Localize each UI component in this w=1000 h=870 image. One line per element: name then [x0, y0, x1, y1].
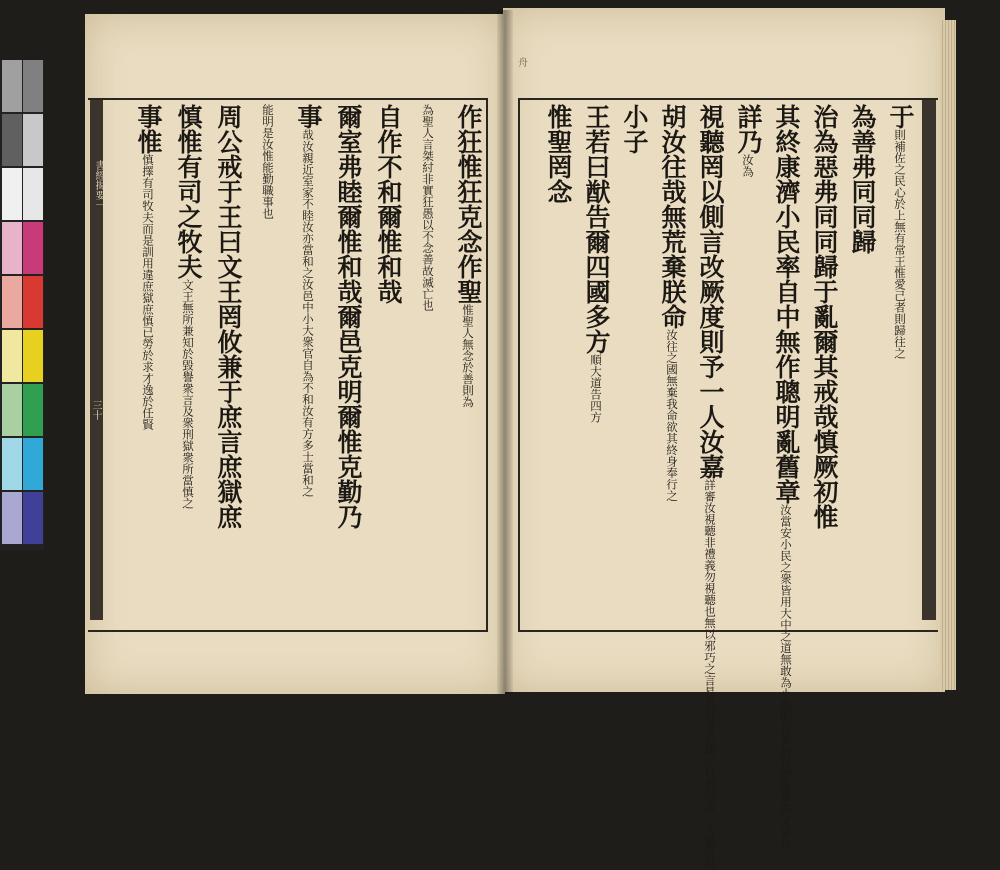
main-text: 詳乃 [734, 104, 763, 154]
calibration-swatch [23, 114, 43, 166]
main-text: 王若曰猷告爾四國多方 [582, 104, 611, 354]
text-column [208, 104, 248, 529]
calibration-swatch [23, 222, 43, 274]
left-frame-top [88, 98, 488, 100]
main-text: 爾室弗睦爾惟和哉爾邑克明爾惟克勤乃 [334, 104, 363, 529]
text-column [448, 104, 488, 408]
color-calibration-strip [0, 60, 44, 550]
page-edges [940, 20, 956, 690]
commentary-text: 慎擇有司牧夫而是訓用違庶獄庶慎已勞於求才逸於任賢 [141, 154, 156, 430]
main-text: 胡汝往哉無荒棄朕命 [658, 104, 687, 329]
commentary-text: 惟聖人無念於善則為 [461, 304, 476, 408]
text-column [328, 104, 368, 529]
banxin-strip-right [922, 100, 936, 620]
text-column [728, 104, 768, 177]
main-text: 事 [294, 104, 323, 129]
text-column [880, 104, 920, 359]
calibration-swatch [2, 276, 22, 328]
text-column [614, 104, 654, 154]
text-column [538, 104, 578, 204]
commentary-text: 則補佐之民心於上無有常王惟愛己者則歸往之 [893, 129, 908, 359]
calibration-swatch [23, 330, 43, 382]
main-text: 其終康濟小民率自中無作聰明亂舊章 [772, 104, 801, 504]
text-column [128, 104, 168, 430]
calibration-swatch [2, 114, 22, 166]
commentary-text: 能明是汝惟能勤職事也 [261, 104, 276, 219]
banxin-title: 書經揭要一 [93, 160, 104, 210]
main-text: 治為惡弗同同歸于亂爾其戒哉慎厥初惟 [810, 104, 839, 529]
commentary-text: 汝當安小民之衆皆用大中之道無敢為小聰明作異辨以變亂舊典文章也 [779, 504, 794, 849]
main-text: 作狂惟狂克念作聖 [454, 104, 483, 304]
calibration-swatch [23, 60, 43, 112]
calibration-swatch [2, 492, 22, 544]
main-text: 周公戒于王曰文王罔攸兼于庶言庶獄庶 [214, 104, 243, 529]
commentary-text: 汝往之國無棄我命欲其終身奉行之 [665, 329, 680, 502]
text-column [652, 104, 692, 502]
right-frame-left [518, 98, 520, 632]
calibration-swatch [2, 438, 22, 490]
calibration-swatch [2, 168, 22, 220]
left-frame-bottom [88, 630, 488, 632]
calibration-swatch [23, 384, 43, 436]
calibration-swatch [2, 330, 22, 382]
calibration-swatch [2, 60, 22, 112]
main-text: 為善弗同同歸 [848, 104, 877, 254]
main-text: 視聽罔以側言改厥度則予一人汝嘉 [696, 104, 725, 479]
calibration-swatch [2, 222, 22, 274]
text-column [576, 104, 616, 423]
book-gutter [497, 10, 513, 694]
main-text: 于 [886, 104, 915, 129]
margin-mark: 舟 [518, 58, 528, 69]
calibration-swatch [23, 492, 43, 544]
commentary-text: 文王無所兼知於毀譽衆言及衆刑獄衆所當慎之 [181, 279, 196, 509]
commentary-text: 順大道告四方 [589, 354, 604, 423]
text-column [690, 104, 730, 870]
text-column [804, 104, 844, 529]
commentary-text: 為聖人言桀紂非實狂愚以不念善故滅亡也 [421, 104, 436, 311]
main-text: 自作不和爾惟和哉 [374, 104, 403, 304]
right-frame-top [518, 98, 938, 100]
text-column [766, 104, 806, 849]
text-column [842, 104, 882, 254]
calibration-swatch [23, 276, 43, 328]
main-text: 惟聖罔念 [544, 104, 573, 204]
text-column [248, 104, 288, 219]
commentary-text: 哉汝親近室家不睦汝亦當和之汝邑中小大衆官自為不和汝有方多士當和之 [301, 129, 316, 497]
calibration-swatch [23, 168, 43, 220]
main-text: 事惟 [134, 104, 163, 154]
main-text: 慎惟有司之牧夫 [174, 104, 203, 279]
commentary-text: 汝為 [741, 154, 756, 177]
commentary-text: 詳審汝視聽非禮義勿視聽也無以邪巧之言易其常度必斷之以義則我一人嘉汝矣 [703, 479, 718, 870]
text-column [408, 104, 448, 311]
text-column [288, 104, 328, 497]
text-column [368, 104, 408, 304]
calibration-swatch [23, 438, 43, 490]
main-text: 小子 [620, 104, 649, 154]
calibration-swatch [2, 384, 22, 436]
banxin-strip [90, 100, 103, 620]
text-column [168, 104, 208, 509]
page-number: 三十 [90, 400, 101, 420]
